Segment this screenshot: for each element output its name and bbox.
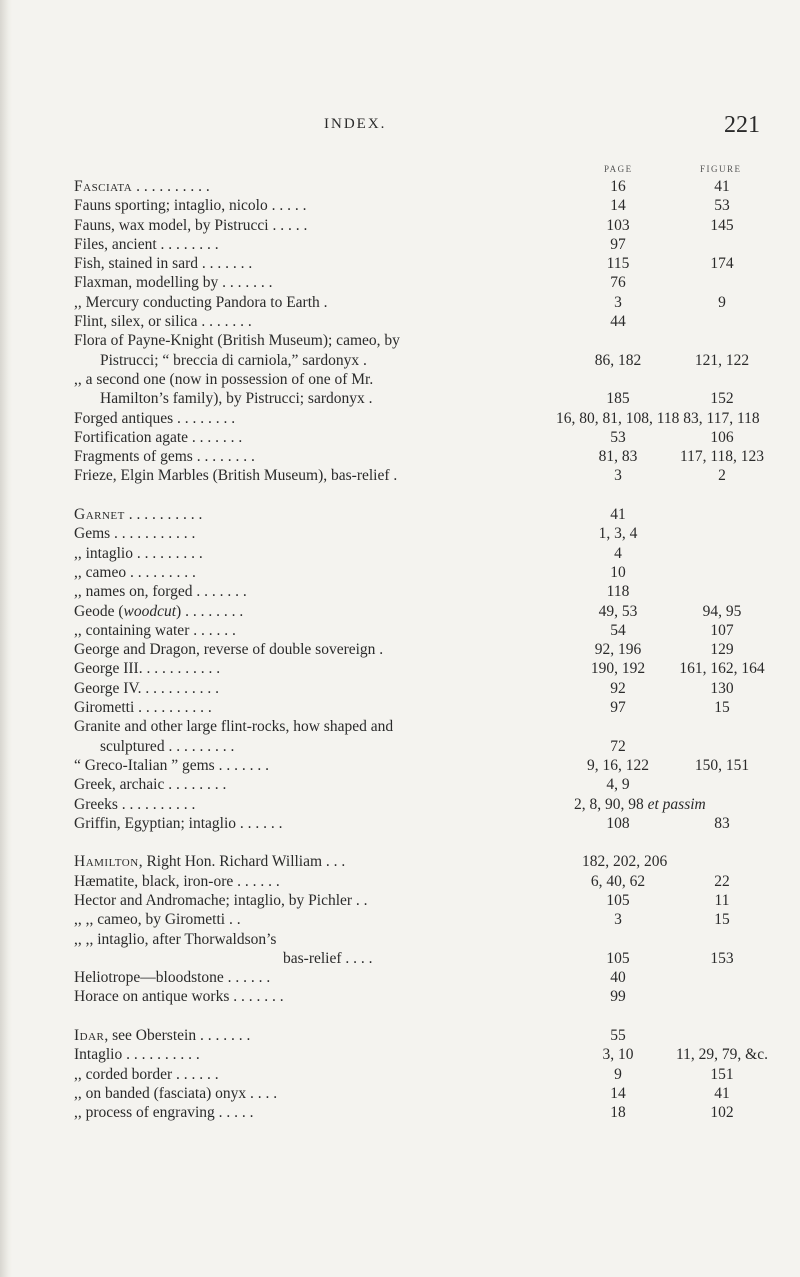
entry-name: Girometti . . . . . . . . . . [74, 699, 212, 717]
entry-name: ,, intaglio . . . . . . . . . [74, 544, 203, 562]
entry-page: 6, 40, 62 [590, 872, 646, 890]
entry-figure: 83 [714, 814, 730, 832]
index-entry [0, 447, 800, 466]
entry-name: Fish, stained in sard . . . . . . . [74, 255, 253, 273]
index-entry [0, 814, 800, 833]
index-entry [0, 1084, 800, 1103]
index-entry [0, 756, 800, 775]
entry-page: 14 [610, 1084, 626, 1102]
index-entry [0, 544, 800, 563]
entry-page: 49, 53 [598, 602, 638, 620]
entry-figure: 117, 118, 123 [679, 448, 765, 466]
entry-name: ,, on banded (fasciata) onyx . . . . [74, 1084, 278, 1102]
entry-name: Pistrucci; “ breccia di carniola,” sardonyx . [100, 351, 367, 369]
entry-name: Hector and Andromache; intaglio, by Pichler . . [74, 891, 368, 909]
group-spacer [0, 1007, 800, 1026]
entry-page: 103 [606, 216, 630, 234]
entry-page: 97 [610, 235, 626, 253]
entry-page: 105 [606, 891, 630, 909]
entry-name: George IV. . . . . . . . . . . [74, 679, 219, 697]
entry-page: 86, 182 [594, 351, 642, 369]
index-entry [0, 524, 800, 543]
entry-name: ,, cameo . . . . . . . . . [74, 563, 196, 581]
entry-name: Frieze, Elgin Marbles (British Museum), bas-relief . [74, 467, 398, 485]
index-entry [0, 563, 800, 582]
entry-page: 10 [610, 563, 626, 581]
index-entry [0, 196, 800, 215]
entry-figure: 15 [714, 699, 730, 717]
entry-figure: 53 [714, 197, 730, 215]
entry-page: 9 [614, 1065, 622, 1083]
entry-figure: 41 [714, 1084, 730, 1102]
entry-name: ,, corded border . . . . . . [74, 1065, 219, 1083]
index-entry [0, 235, 800, 254]
entry-name: Greek, archaic . . . . . . . . [74, 776, 227, 794]
entry-page: 92, 196 [594, 641, 642, 659]
entry-figure: 153 [710, 949, 734, 967]
entry-name: Geode (woodcut) . . . . . . . . [74, 602, 244, 620]
entry-figure: 152 [710, 390, 734, 408]
entry-figure: 174 [710, 255, 734, 273]
entry-page: 18 [610, 1104, 626, 1122]
entry-figure: 15 [714, 911, 730, 929]
entry-name: Hamilton’s family), by Pistrucci; sardonyx . [100, 390, 373, 408]
index-entries [0, 177, 800, 1123]
entry-name: ,, process of engraving . . . . . [74, 1104, 254, 1122]
running-head [0, 112, 800, 144]
entry-page-and-figure: 182, 202, 206 [582, 853, 668, 871]
entry-page: 76 [610, 274, 626, 292]
index-entry [0, 602, 800, 621]
index-entry [0, 659, 800, 678]
entry-figure: 94, 95 [702, 602, 742, 620]
entry-name: ,, ,, cameo, by Girometti . . [74, 911, 241, 929]
entry-name: Flint, silex, or silica . . . . . . . [74, 313, 252, 331]
entry-name: Hæmatite, black, iron-ore . . . . . . [74, 872, 280, 890]
entry-name: Fasciata . . . . . . . . . . [74, 178, 210, 195]
index-entry [0, 409, 800, 428]
entry-figure: 129 [710, 641, 734, 659]
entry-figure: 151 [710, 1065, 734, 1083]
index-entry [0, 910, 800, 929]
entry-name: Idar, see Oberstein . . . . . . . [74, 1027, 251, 1045]
entry-page: 3 [614, 467, 622, 485]
entry-page: 9, 16, 122 [587, 756, 649, 774]
index-entry [0, 331, 800, 350]
entry-page-and-figure: 16, 80, 81, 108, 118 83, 117, 118 [556, 409, 760, 427]
index-entry [0, 737, 800, 756]
entry-figure: 9 [718, 293, 726, 311]
entry-figure: 150, 151 [694, 756, 750, 774]
entry-page: 105 [606, 949, 630, 967]
entry-page: 190, 192 [590, 660, 646, 678]
index-entry [0, 177, 800, 196]
index-entry [0, 1103, 800, 1122]
figure-column-header: FIGURE [700, 164, 742, 174]
entry-page: 3, 10 [602, 1046, 634, 1064]
entry-name: Flaxman, modelling by . . . . . . . [74, 274, 273, 292]
index-entry [0, 582, 800, 601]
entry-page: 40 [610, 969, 626, 987]
entry-page: 115 [606, 255, 630, 273]
running-title: INDEX. [324, 116, 387, 132]
index-entry [0, 698, 800, 717]
index-entry [0, 640, 800, 659]
entry-name: Intaglio . . . . . . . . . . [74, 1046, 200, 1064]
entry-page: 72 [610, 737, 626, 755]
index-entry [0, 273, 800, 292]
entry-page: 3 [614, 293, 622, 311]
entry-name: Flora of Payne-Knight (British Museum); cameo, by [74, 332, 400, 350]
index-entry [0, 466, 800, 485]
index-entry [0, 351, 800, 370]
index-entry [0, 679, 800, 698]
entry-figure: 161, 162, 164 [679, 660, 765, 678]
index-entry [0, 1065, 800, 1084]
index-entry [0, 254, 800, 273]
entry-name: George and Dragon, reverse of double sovereign . [74, 641, 384, 659]
entry-figure: 2 [718, 467, 726, 485]
entry-page: 185 [606, 390, 630, 408]
entry-page: 97 [610, 699, 626, 717]
index-entry [0, 852, 800, 871]
entry-name: Heliotrope—bloodstone . . . . . . [74, 969, 271, 987]
index-entry [0, 370, 800, 389]
entry-page: 92 [610, 679, 626, 697]
entry-page: 53 [610, 428, 626, 446]
entry-page: 14 [610, 197, 626, 215]
index-entry [0, 968, 800, 987]
index-entry [0, 775, 800, 794]
entry-name: Greeks . . . . . . . . . . [74, 795, 196, 813]
entry-page: 3 [614, 911, 622, 929]
entry-page: 54 [610, 621, 626, 639]
group-spacer [0, 486, 800, 505]
group-spacer [0, 833, 800, 852]
index-entry [0, 312, 800, 331]
entry-figure: 145 [710, 216, 734, 234]
entry-figure: 22 [714, 872, 730, 890]
index-entry [0, 1045, 800, 1064]
entry-name: sculptured . . . . . . . . . [100, 737, 235, 755]
entry-name: Gems . . . . . . . . . . . [74, 525, 196, 543]
entry-page: 44 [610, 313, 626, 331]
index-entry [0, 987, 800, 1006]
entry-name: Hamilton, Right Hon. Richard William . . . [74, 853, 346, 871]
entry-page: 4 [614, 544, 622, 562]
entry-name: ,, a second one (now in possession of one of Mr. [74, 370, 374, 388]
index-entry [0, 216, 800, 235]
entry-name: Horace on antique works . . . . . . . [74, 988, 284, 1006]
index-entry [0, 428, 800, 447]
entry-name: Fragments of gems . . . . . . . . [74, 448, 255, 466]
entry-page: 4, 9 [606, 776, 630, 794]
entry-name: George III. . . . . . . . . . . [74, 660, 221, 678]
entry-page: 81, 83 [598, 448, 638, 466]
entry-figure: 102 [710, 1104, 734, 1122]
entry-name: Fortification agate . . . . . . . [74, 428, 243, 446]
index-entry [0, 621, 800, 640]
entry-name: ,, names on, forged . . . . . . . [74, 583, 247, 601]
index-entry [0, 717, 800, 736]
entry-name: “ Greco-Italian ” gems . . . . . . . [74, 756, 269, 774]
entry-name: bas-relief . . . . [283, 949, 373, 967]
column-headers [0, 164, 800, 178]
entry-figure: 11 [714, 891, 730, 909]
index-entry [0, 389, 800, 408]
entry-figure: 106 [710, 428, 734, 446]
index-entry [0, 1026, 800, 1045]
entry-page: 99 [610, 988, 626, 1006]
entry-figure: 121, 122 [694, 351, 750, 369]
entry-name: ,, Mercury conducting Pandora to Earth . [74, 293, 328, 311]
entry-page: 118 [606, 583, 630, 601]
page-column-header: PAGE [604, 164, 633, 174]
entry-name: Griffin, Egyptian; intaglio . . . . . . [74, 814, 283, 832]
entry-name: Garnet . . . . . . . . . . [74, 506, 203, 524]
entry-page: 108 [606, 814, 630, 832]
entry-name: Fauns sporting; intaglio, nicolo . . . . . [74, 197, 307, 215]
index-entry [0, 930, 800, 949]
entry-page: 41 [610, 506, 626, 524]
entry-figure: 11, 29, 79, &c. [676, 1046, 768, 1064]
entry-name: ,, containing water . . . . . . [74, 621, 236, 639]
entry-figure: 107 [710, 621, 734, 639]
index-entry [0, 949, 800, 968]
entry-page-and-figure: 2, 8, 90, 98 et passim [574, 795, 706, 813]
entry-page: 1, 3, 4 [598, 525, 638, 543]
page-number: 221 [724, 112, 760, 138]
index-entry [0, 293, 800, 312]
entry-name: ,, ,, intaglio, after Thorwaldson’s [74, 930, 277, 948]
index-entry [0, 891, 800, 910]
index-entry [0, 872, 800, 891]
entry-name: Granite and other large flint-rocks, how shaped and [74, 718, 394, 736]
entry-page: 55 [610, 1027, 626, 1045]
entry-page: 16 [610, 178, 626, 195]
index-entry [0, 795, 800, 814]
entry-name: Files, ancient . . . . . . . . [74, 235, 219, 253]
entry-figure: 130 [710, 679, 734, 697]
entry-name: Forged antiques . . . . . . . . [74, 409, 236, 427]
index-entry [0, 505, 800, 524]
entry-figure: 41 [714, 178, 730, 195]
entry-name: Fauns, wax model, by Pistrucci . . . . . [74, 216, 308, 234]
